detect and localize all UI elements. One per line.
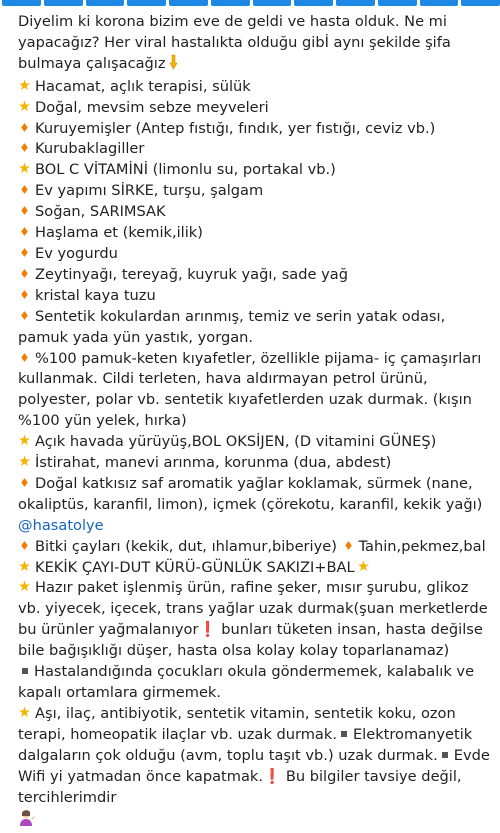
progress-segment (461, 0, 500, 6)
list-item: Hastalandığında çocukları okula göndermemek, kalabalık ve kapalı ortamlara girmemek. (18, 663, 475, 701)
mention-link[interactable]: @hasatolye (18, 516, 104, 534)
progress-segment (44, 0, 83, 6)
orange-diamond-icon (342, 539, 355, 552)
list-item: Hazır paket işlenmiş ürün, rafine şeker, mısır şurubu, glikoz vb. yiyecek, içecek, trans yağlar uzak durmak(şuan merketlerde bu ürünler yağmalanıyor❗ bunları tüketen insan, hasta değilse bile bağışıklığı düşer, hasta olsa kolay kolay toparlanamaz) (18, 579, 488, 660)
post-text (18, 12, 494, 833)
list-item: Aşı, ilaç, antibiyotik, sentetik vitamin, sentetik koku, ozon terapi, homeopatik ilaçlar vb. uzak durmak. Elektromanyetik dalgaların çok olduğu (avm, toplu taşıt vb.) uzak durmak. Evde Wifi yi yatmadan önce kapatmak.❗ Bu bilgiler tavsiye değil, tercihlerimdir (18, 704, 490, 806)
orange-diamond-icon (18, 246, 31, 259)
orange-diamond-icon (18, 183, 31, 196)
orange-diamond-icon (18, 204, 31, 217)
progress-segment (420, 0, 459, 6)
orange-diamond-icon (18, 539, 31, 552)
orange-diamond-icon (18, 351, 31, 364)
star-icon (18, 100, 31, 113)
pointing-down-icon (166, 54, 182, 77)
list-item: BOL C VİTAMİNİ (limonlu su, portakal vb.) (18, 160, 494, 181)
star-icon (18, 434, 31, 447)
square-bullet-icon (22, 668, 28, 674)
star-icon (18, 560, 31, 573)
star-icon (18, 79, 31, 92)
progress-segment (2, 0, 41, 6)
list-item: KEKİK ÇAYI-DUT KÜRÜ-GÜNLÜK SAKIZI+BAL (18, 558, 494, 579)
orange-diamond-icon (18, 225, 31, 238)
progress-segment (336, 0, 375, 6)
list-item: Kuruyemişler (Antep fıstığı, fındık, yer fıstığı, ceviz vb.) (18, 119, 494, 140)
list-item: Soğan, SARIMSAK (18, 202, 494, 223)
progress-segment (211, 0, 250, 6)
list-item: Ev yogurdu (18, 244, 494, 265)
list-item: %100 pamuk-keten kıyafetler, özellikle pijama- iç çamaşırları kullanmak. Cildi terleten, hava aldırmayan petrol ürünü, polyester, polar vb. sentetik kıyafetlerden uzak durmak. (kışın %100 yün yelek, hırka) (18, 349, 482, 430)
list-item: İstirahat, manevi arınma, korunma (dua, abdest) (18, 453, 494, 474)
woman-tipping-hand-icon (18, 808, 36, 833)
progress-segment (86, 0, 125, 6)
star-icon (18, 162, 31, 175)
red-exclamation-icon: ❗ (198, 621, 217, 639)
list-item: Kurubaklagiller (18, 139, 494, 160)
list-item: Haşlama et (kemik,ilik) (18, 223, 494, 244)
list-item: Hacamat, açlık terapisi, sülük (18, 77, 494, 98)
list-item: kristal kaya tuzu (18, 286, 494, 307)
intro-text: Diyelim ki korona bizim eve de geldi ve hasta olduk. Ne mi yapacağız? Her viral hastalıkta olduğu gibİ aynı şekilde şifa bulmaya çalışacağız (18, 13, 451, 72)
list-item: Bitki çayları (kekik, dut, ıhlamur,biberiye) Tahin,pekmez,bal (18, 537, 494, 558)
list-item: Açık havada yürüyüş,BOL OKSİJEN, (D vitamini GÜNEŞ) (18, 432, 494, 453)
progress-segment (294, 0, 333, 6)
list-item: Sentetik kokulardan arınmış, temiz ve serin yatak odası, pamuk yada yün yastık, yorgan. (18, 307, 446, 346)
orange-diamond-icon (18, 309, 31, 322)
square-bullet-icon (341, 731, 347, 737)
emoji-line (18, 808, 494, 833)
list-item: Ev yapımı SİRKE, turşu, şalgam (18, 181, 494, 202)
red-exclamation-icon: ❗ (263, 767, 282, 785)
progress-segment (378, 0, 417, 6)
square-bullet-icon (442, 752, 448, 758)
list-item: Zeytinyağı, tereyağ, kuyruk yağı, sade yağ (18, 265, 494, 286)
progress-segment (253, 0, 292, 6)
star-icon (18, 580, 31, 593)
orange-diamond-icon (18, 121, 31, 134)
progress-segment (169, 0, 208, 6)
progress-bar (0, 0, 500, 6)
orange-diamond-icon (18, 267, 31, 280)
intro-paragraph (18, 12, 494, 77)
orange-diamond-icon (18, 141, 31, 154)
star-icon (18, 706, 31, 719)
progress-segment (127, 0, 166, 6)
list-item: Doğal, mevsim sebze meyveleri (18, 98, 494, 119)
star-icon (357, 560, 370, 573)
mention-line (18, 516, 494, 537)
orange-diamond-icon (18, 288, 31, 301)
orange-diamond-icon (18, 476, 31, 489)
list-item: Doğal katkısız saf aromatik yağlar koklamak, sürmek (nane, okaliptüs, karanfil, limon), içmek (çörekotu, karanfil, kekik yağı) (18, 474, 483, 513)
star-icon (18, 455, 31, 468)
